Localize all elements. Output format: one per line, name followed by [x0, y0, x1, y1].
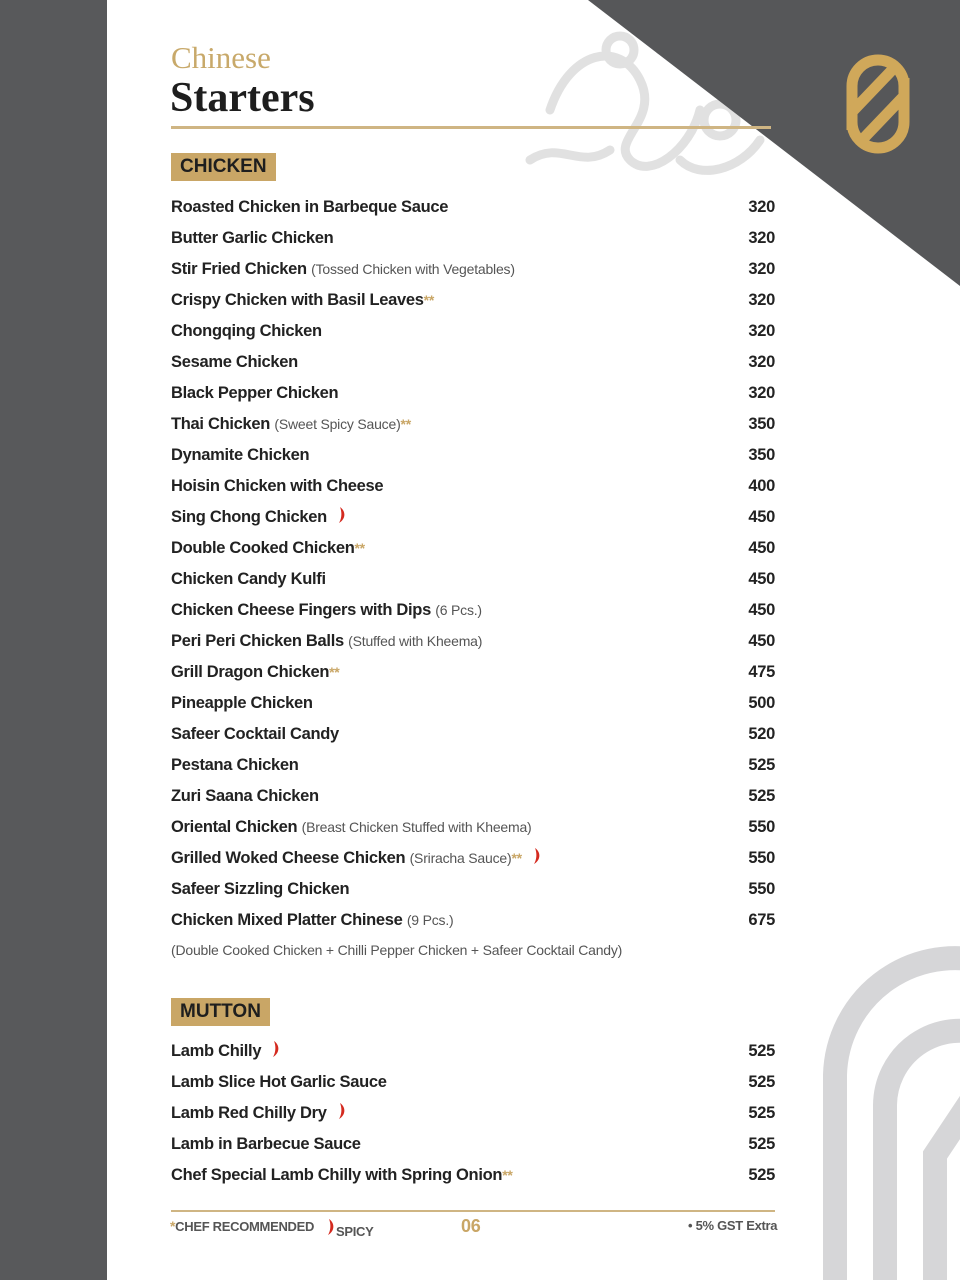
item-price: 450	[748, 601, 775, 619]
item-price: 350	[748, 415, 775, 433]
menu-item	[171, 843, 775, 874]
brand-logo	[832, 40, 924, 168]
menu-item	[171, 750, 775, 781]
item-name: Pestana Chicken	[171, 756, 299, 774]
menu-item	[171, 905, 775, 936]
item-price: 525	[748, 1135, 775, 1153]
logo-watermark	[815, 935, 960, 1280]
item-price: 450	[748, 570, 775, 588]
item-price: 520	[748, 725, 775, 743]
item-name: Crispy Chicken with Basil Leaves	[171, 291, 424, 309]
menu-item	[171, 471, 775, 502]
item-name: Safeer Cocktail Candy	[171, 725, 339, 743]
item-price: 550	[748, 818, 775, 836]
chicken-list	[171, 192, 775, 936]
item-price: 450	[748, 632, 775, 650]
item-note: (Sweet Spicy Sauce)	[274, 416, 401, 432]
legend-chef: CHEF RECOMMENDED	[175, 1219, 315, 1234]
item-name: Grilled Woked Cheese Chicken	[171, 848, 406, 867]
item-name: Sing Chong Chicken	[171, 507, 327, 526]
item-note: (Stuffed with Kheema)	[348, 633, 483, 649]
menu-item	[171, 533, 775, 564]
menu-item	[171, 223, 775, 254]
item-name: Lamb in Barbecue Sauce	[171, 1135, 361, 1153]
footer-divider	[171, 1210, 775, 1212]
menu-item	[171, 254, 775, 285]
chili-icon	[337, 505, 347, 530]
item-name: Pineapple Chicken	[171, 694, 313, 712]
menu-item	[171, 502, 775, 533]
item-price: 550	[748, 880, 775, 898]
item-price: 525	[748, 1104, 775, 1122]
menu-item	[171, 409, 775, 440]
chili-icon	[337, 1101, 347, 1126]
item-name: Lamb Slice Hot Garlic Sauce	[171, 1073, 387, 1091]
item-name: Thai Chicken	[171, 415, 271, 433]
menu-subtitle: Chinese	[171, 40, 271, 75]
legend-spicy: SPICY	[336, 1224, 374, 1239]
platter-note: (Double Cooked Chicken + Chilli Pepper Chicken + Safeer Cocktail Candy)	[171, 942, 623, 958]
menu-item	[171, 192, 775, 223]
menu-item	[171, 1098, 775, 1129]
menu-item	[171, 316, 775, 347]
item-price: 320	[748, 198, 775, 216]
menu-item	[171, 1036, 775, 1067]
chili-icon	[326, 1218, 336, 1236]
menu-item	[171, 1067, 775, 1098]
category-mutton: MUTTON	[171, 998, 270, 1026]
item-name: Peri Peri Chicken Balls	[171, 632, 344, 650]
menu-item	[171, 719, 775, 750]
header-divider	[171, 126, 771, 129]
chef-recommended-mark: **	[400, 416, 411, 432]
item-name: Sesame Chicken	[171, 353, 298, 371]
item-name: Stir Fried Chicken	[171, 260, 307, 278]
item-note: (Tossed Chicken with Vegetables)	[311, 261, 515, 277]
item-price: 525	[748, 756, 775, 774]
item-note: (Breast Chicken Stuffed with Kheema)	[301, 819, 532, 835]
mutton-list	[171, 1036, 775, 1191]
chili-icon	[271, 1039, 281, 1064]
menu-item	[171, 1129, 775, 1160]
item-name: Grill Dragon Chicken	[171, 663, 330, 681]
star-icon: *	[170, 1218, 176, 1234]
item-name: Chicken Mixed Platter Chinese	[171, 911, 403, 929]
item-name: Zuri Saana Chicken	[171, 787, 319, 805]
menu-item	[171, 1160, 775, 1191]
menu-item	[171, 595, 775, 626]
menu-item	[171, 347, 775, 378]
item-price: 525	[748, 787, 775, 805]
chef-recommended-mark: **	[329, 664, 340, 680]
menu-item	[171, 285, 775, 316]
page-number: 06	[461, 1216, 481, 1236]
item-price: 450	[748, 539, 775, 557]
chef-recommended-mark: **	[354, 540, 365, 556]
item-name: Dynamite Chicken	[171, 446, 310, 464]
item-note: (6 Pcs.)	[435, 602, 482, 618]
item-note: (9 Pcs.)	[406, 912, 454, 928]
item-price: 550	[748, 849, 775, 867]
item-name: Chongqing Chicken	[171, 322, 322, 340]
chef-recommended-mark: **	[511, 849, 522, 866]
item-price: 320	[748, 322, 775, 340]
chef-recommended-mark: **	[423, 292, 434, 308]
item-name: Chef Special Lamb Chilly with Spring Onion	[171, 1166, 503, 1184]
menu-item	[171, 378, 775, 409]
item-price: 475	[748, 663, 775, 681]
category-chicken: CHICKEN	[171, 153, 276, 181]
item-name: Butter Garlic Chicken	[171, 229, 334, 247]
gst-note: • 5% GST Extra	[688, 1218, 778, 1233]
item-name: Double Cooked Chicken	[171, 539, 355, 557]
menu-item	[171, 812, 775, 843]
item-price: 525	[748, 1042, 775, 1060]
item-name: Chicken Candy Kulfi	[171, 570, 326, 588]
item-name: Safeer Sizzling Chicken	[171, 880, 350, 898]
item-price: 320	[748, 291, 775, 309]
menu-item	[171, 657, 775, 688]
item-price: 350	[748, 446, 775, 464]
item-note: (Sriracha Sauce)	[409, 849, 512, 866]
menu-item	[171, 626, 775, 657]
item-name: Lamb Chilly	[171, 1041, 262, 1060]
menu-item	[171, 688, 775, 719]
chef-recommended-mark: **	[502, 1167, 513, 1183]
item-name: Black Pepper Chicken	[171, 384, 339, 402]
item-name: Hoisin Chicken with Cheese	[171, 477, 384, 495]
item-price: 500	[748, 694, 775, 712]
item-price: 320	[748, 260, 775, 278]
item-name: Oriental Chicken	[171, 818, 298, 836]
item-price: 450	[748, 508, 775, 526]
item-price: 400	[748, 477, 775, 495]
page-title: Starters	[170, 75, 315, 121]
menu-item	[171, 874, 775, 905]
item-name: Roasted Chicken in Barbeque Sauce	[171, 198, 449, 216]
item-price: 320	[748, 229, 775, 247]
item-name: Lamb Red Chilly Dry	[171, 1103, 327, 1122]
left-band	[0, 0, 107, 1280]
item-price: 675	[748, 911, 775, 929]
item-price: 320	[748, 353, 775, 371]
menu-item	[171, 440, 775, 471]
item-price: 525	[748, 1166, 775, 1184]
item-name: Chicken Cheese Fingers with Dips	[171, 601, 431, 619]
menu-item	[171, 781, 775, 812]
chili-icon	[532, 846, 542, 871]
item-price: 320	[748, 384, 775, 402]
item-price: 525	[748, 1073, 775, 1091]
menu-item	[171, 564, 775, 595]
